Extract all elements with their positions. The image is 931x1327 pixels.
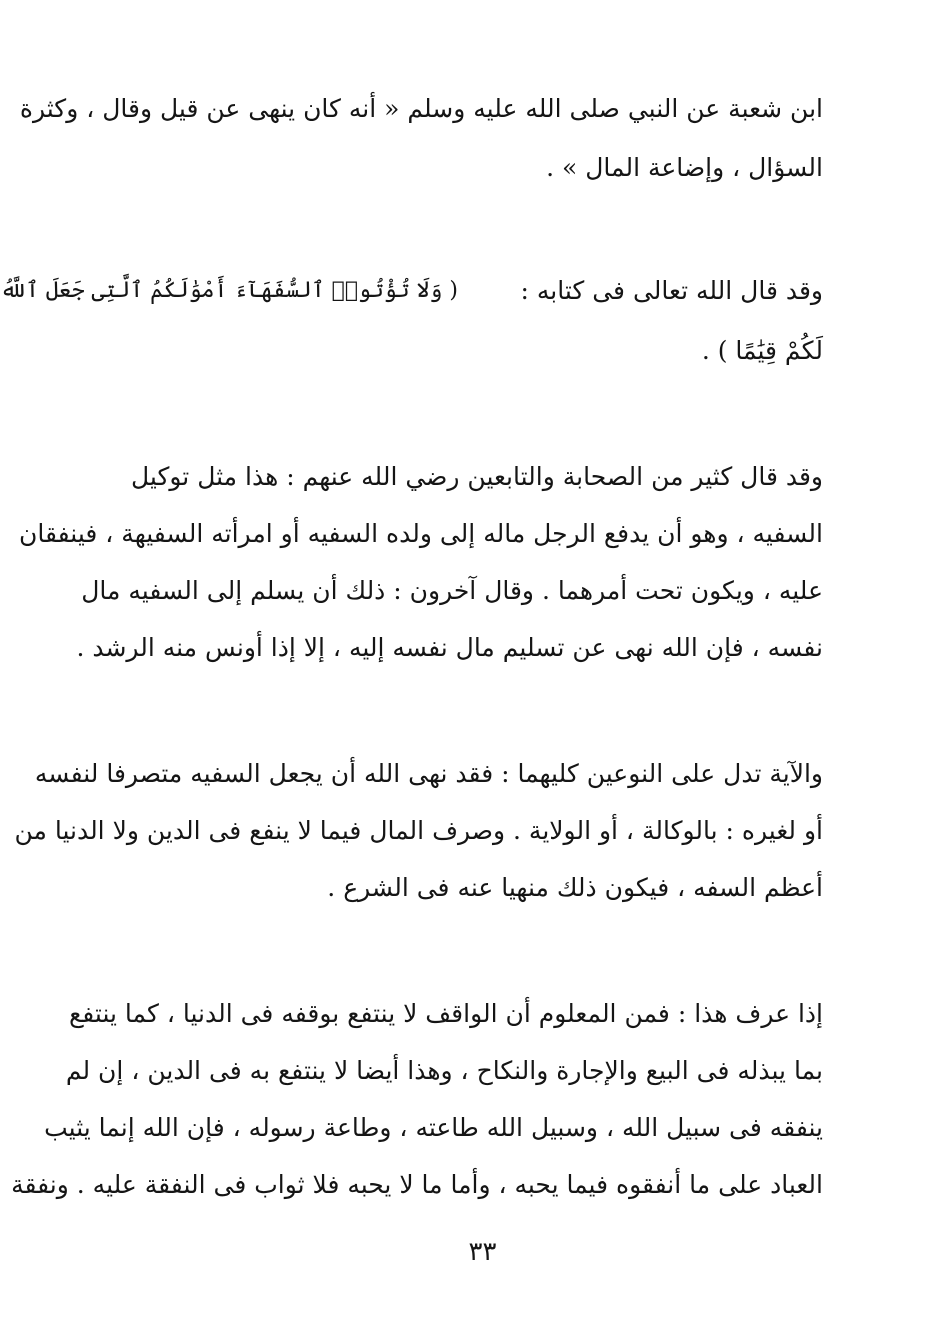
verse-intro: وقد قال الله تعالى فى كتابه : <box>520 276 823 305</box>
paragraph-5-line-4: العباد على ما أنفقوه فيما يحبه ، وأما ما لا يحبه فلا ثواب فى النفقة عليه . ونفقة <box>11 1170 823 1199</box>
paragraph-1-line-1: ابن شعبة عن النبي صلى الله عليه وسلم « أنه كان ينهى عن قيل وقال ، وكثرة <box>19 94 823 123</box>
paragraph-1-line-2: السؤال ، وإضاعة المال » . <box>546 153 823 182</box>
quran-verse: ( وَلَا تُؤْتُوا۟ ٱلسُّفَهَآءَ أَمْوَٰلَكُمُ ٱلَّتِى جَعَلَ ٱللَّهُ <box>0 278 458 303</box>
paragraph-3-line-3: عليه ، ويكون تحت أمرهما . وقال آخرون : ذلك أن يسلم إلى السفيه مال <box>81 576 823 605</box>
paragraph-4-line-2: أو لغيره : بالوكالة ، أو الولاية . وصرف المال فيما لا ينفع فى الدين ولا الدنيا من <box>14 816 823 845</box>
paragraph-3-line-1: وقد قال كثير من الصحابة والتابعين رضي الله عنهم : هذا مثل توكيل <box>131 462 823 491</box>
paragraph-5-line-1: إذا عرف هذا : فمن المعلوم أن الواقف لا ينتفع بوقفه فى الدنيا ، كما ينتفع <box>68 999 823 1028</box>
page-number: ٣٣ <box>468 1237 497 1267</box>
paragraph-5-line-3: ينفقه فى سبيل الله ، وسبيل الله طاعته ، وطاعة رسوله ، فإن الله إنما يثيب <box>44 1113 823 1142</box>
verse-continuation: لَكُمْ قِيَٰمًا ) . <box>701 336 823 365</box>
paragraph-4-line-1: والآية تدل على النوعين كليهما : فقد نهى الله أن يجعل السفيه متصرفا لنفسه <box>34 759 823 788</box>
verse-row <box>0 268 823 314</box>
paragraph-4-line-3: أعظم السفه ، فيكون ذلك منهيا عنه فى الشرع . <box>327 873 823 902</box>
paragraph-3-line-4: نفسه ، فإن الله نهى عن تسليم مال نفسه إليه ، إلا إذا أونس منه الرشد . <box>76 633 823 662</box>
paragraph-5-line-2: بما يبذله فى البيع والإجارة والنكاح ، وهذا أيضا لا ينتفع به فى الدين ، إن لم <box>65 1056 823 1085</box>
paragraph-3-line-2: السفيه ، وهو أن يدفع الرجل ماله إلى ولده السفيه أو امرأته السفيهة ، فينفقان <box>19 519 823 548</box>
